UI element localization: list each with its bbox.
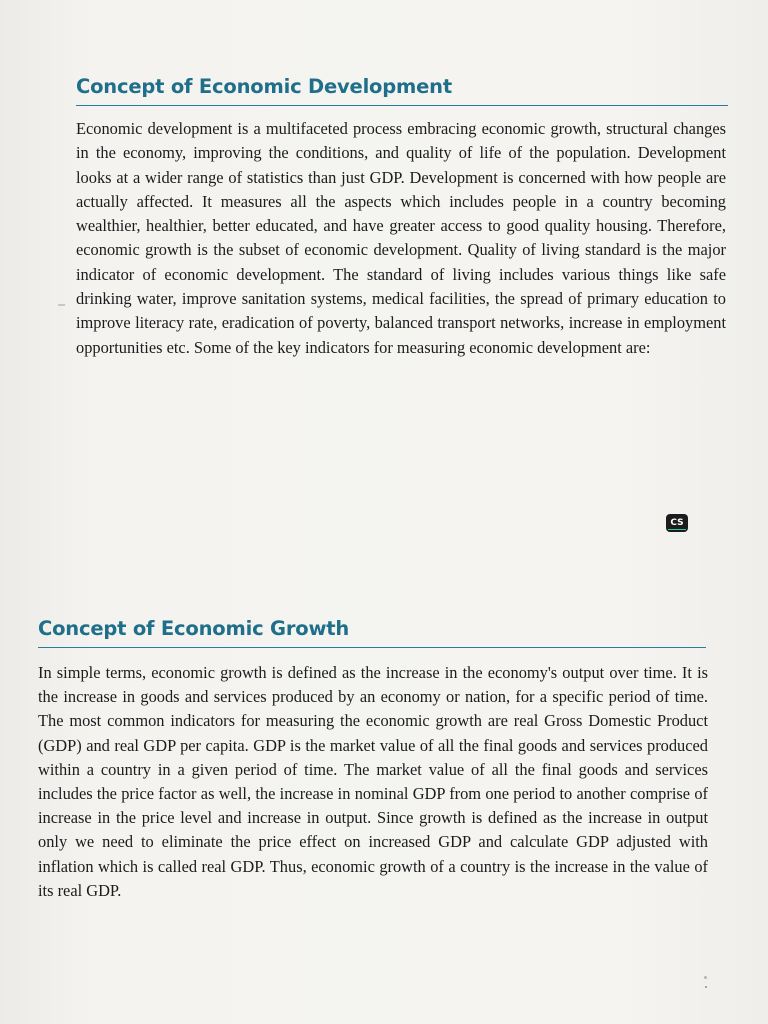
camscanner-logo-icon: CS [666, 514, 688, 532]
section-heading: Concept of Economic Growth [38, 617, 350, 640]
heading-underline [38, 647, 706, 648]
economic-development-section [76, 74, 726, 360]
section-body-text: Economic development is a multifaceted process embracing economic growth, structural changes in the economy, improving the conditions, and quality of life of the population. Development looks at a wider range of statistics than just GDP. Development is concerned with how people are actually affected. It measures all the aspects which includes people in a country becoming wealthier, healthier, better educated, and have greater access to good quality housing. Therefore, economic growth is the subset of economic development. Quality of living standard is the major indicator of economic development. The standard of living includes various things like safe drinking water, improve sanitation systems, medical facilities, the spread of primary education to improve literacy rate, eradication of poverty, balanced transport networks, increase in employment opportunities etc. Some of the key indicators for measuring economic development are: [76, 119, 726, 357]
economic-growth-section [38, 616, 708, 903]
scan-speck [704, 976, 707, 979]
scan-speck [705, 986, 707, 988]
heading-underline [76, 105, 728, 106]
section-body-text: In simple terms, economic growth is defined as the increase in the economy's output over time. It is the increase in goods and services produced by an economy or nation, for a specific period of time. The most common indicators for measuring the economic growth are real Gross Domestic Product (GDP) and real GDP per capita. GDP is the market value of all the final goods and services produced within a country in a given period of time. The market value of all the final goods and services includes the price factor as well, the increase in nominal GDP from one period to another comprise of increase in the price level and increase in output. Since growth is defined as the increase in output only we need to eliminate the price effect on increased GDP and calculate GDP adjusted with inflation which is called real GDP. Thus, economic growth of a country is the increase in the value of its real GDP. [38, 663, 708, 900]
margin-mark [58, 304, 65, 306]
section-heading: Concept of Economic Development [76, 75, 452, 98]
